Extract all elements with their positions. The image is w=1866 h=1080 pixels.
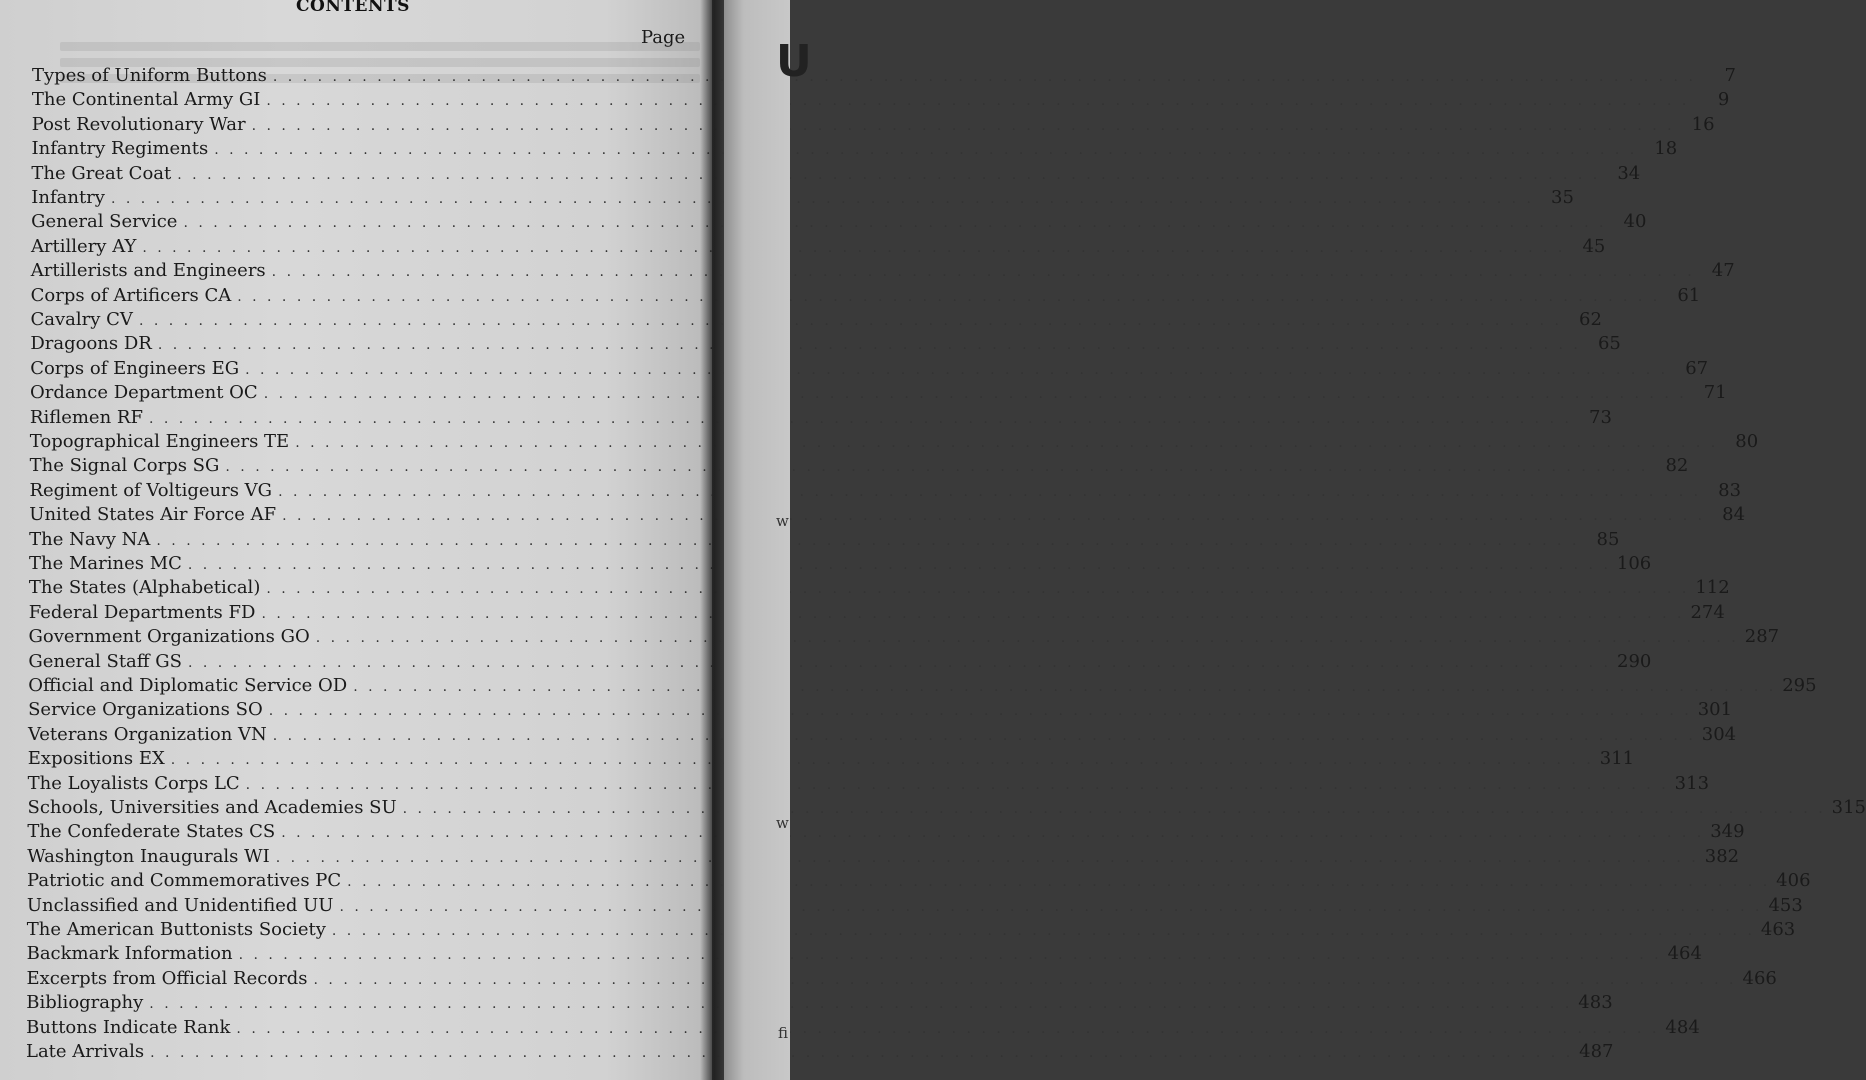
toc-entry-page-number: 295 — [1782, 675, 1817, 696]
toc-entry-page-number: 274 — [1690, 601, 1725, 623]
toc-entry — [29, 528, 1620, 552]
toc-entry-page-number: 349 — [1710, 821, 1745, 843]
toc-entry-title: The Continental Army GI — [31, 89, 261, 111]
toc-entry-page-number: 304 — [1701, 723, 1737, 745]
toc-entry — [27, 772, 1710, 796]
dot-leader — [273, 65, 1696, 89]
dot-leader — [245, 358, 1668, 382]
dot-leader — [281, 821, 1704, 845]
toc-entry-title: Unclassified and Unidentified UU — [26, 894, 334, 916]
toc-entry — [27, 796, 1866, 820]
toc-entry-title: Bibliography — [26, 992, 144, 1014]
toc-entry-title: Cavalry CV — [30, 309, 133, 330]
toc-entry-title: Infantry Regiments — [31, 138, 209, 160]
toc-entry — [27, 869, 1811, 893]
dot-leader — [183, 211, 1606, 235]
toc-entry-page-number: 313 — [1674, 772, 1710, 794]
toc-entry-title: The American Buttonists Society — [26, 919, 326, 940]
toc-entry-title: Artillerists and Engineers — [30, 260, 266, 282]
toc-entry-title: Excerpts from Official Records — [26, 967, 308, 989]
toc-entry-page-number: 35 — [1551, 187, 1574, 208]
toc-entry-title: Regiment of Voltigeurs VG — [29, 479, 273, 501]
toc-entry-title: Schools, Universities and Academies SU — [27, 797, 397, 818]
toc-entry — [26, 942, 1702, 966]
dot-leader — [237, 285, 1660, 309]
adjacent-page-text: w — [776, 512, 789, 530]
toc-entry-title: Backmark Information — [26, 943, 233, 965]
toc-entry — [27, 820, 1745, 844]
dot-leader — [339, 895, 1762, 919]
dot-leader — [266, 89, 1689, 113]
toc-entry-title: Patriotic and Commemoratives PC — [27, 870, 342, 892]
toc-entry-page-number: 16 — [1691, 113, 1715, 135]
toc-entry-title: Corps of Engineers EG — [30, 357, 240, 379]
toc-entry — [31, 113, 1715, 137]
dot-leader — [239, 943, 1662, 967]
toc-entry-page-number: 65 — [1597, 333, 1621, 355]
dot-leader — [150, 1041, 1573, 1065]
toc-entry-title: United States Air Force AF — [29, 504, 277, 526]
toc-entry-title: Government Organizations GO — [28, 626, 310, 648]
toc-entry-page-number: 463 — [1760, 919, 1796, 940]
dot-leader — [214, 138, 1637, 162]
toc-entry-page-number: 47 — [1711, 260, 1735, 282]
dot-leader — [171, 748, 1594, 772]
toc-entry-page-number: 71 — [1703, 382, 1727, 404]
toc-entry — [30, 284, 1701, 308]
toc-entry — [28, 576, 1730, 600]
adjacent-page-heading: U — [776, 36, 812, 87]
toc-entry-title: Washington Inaugurals WI — [27, 845, 270, 867]
toc-entry-title: The Signal Corps SG — [29, 455, 220, 477]
toc-entry-title: Veterans Organization VN — [27, 723, 267, 745]
toc-entry — [32, 64, 1736, 88]
toc-entry — [26, 991, 1613, 1015]
toc-entry-title: The Navy NA — [29, 528, 151, 550]
dot-leader — [272, 260, 1695, 284]
toc-entry — [29, 406, 1612, 430]
toc-entry — [30, 332, 1621, 356]
toc-entry — [30, 357, 1709, 381]
dot-leader — [282, 504, 1705, 528]
toc-entry-page-number: 82 — [1665, 455, 1689, 477]
toc-entry-title: Topographical Engineers TE — [29, 431, 290, 452]
toc-entry — [29, 430, 1759, 454]
toc-entry — [27, 723, 1737, 747]
bleed-through-line — [60, 42, 700, 51]
toc-entry-title: Expositions EX — [27, 748, 165, 770]
toc-entry-page-number: 40 — [1623, 211, 1647, 233]
dot-leader — [316, 626, 1739, 650]
dot-leader — [353, 675, 1776, 699]
toc-entry-page-number: 80 — [1735, 431, 1759, 452]
page-title: CONTENTS — [296, 0, 410, 16]
toc-entry-title: General Staff GS — [28, 650, 182, 672]
dot-leader — [252, 114, 1675, 138]
page-column-header: Page — [641, 27, 686, 48]
dot-leader — [347, 870, 1770, 894]
toc-entry-title: The States (Alphabetical) — [28, 577, 261, 599]
dot-leader — [188, 553, 1611, 577]
toc-entry-title: General Service — [31, 211, 178, 233]
toc-entry-page-number: 466 — [1742, 967, 1777, 989]
toc-entry-title: Infantry — [31, 187, 105, 208]
toc-entry — [26, 1040, 1614, 1064]
toc-entry-title: Buttons Indicate Rank — [26, 1016, 231, 1038]
toc-entry-page-number: 62 — [1579, 309, 1602, 330]
toc-entry-page-number: 106 — [1616, 553, 1652, 574]
toc-entry-page-number: 45 — [1582, 235, 1606, 257]
toc-entry-title: Artillery AY — [30, 235, 137, 257]
dot-leader — [156, 529, 1579, 553]
dot-leader — [142, 236, 1565, 260]
toc-entry-title: Dragoons DR — [30, 333, 152, 355]
toc-entry-page-number: 487 — [1579, 1041, 1614, 1062]
toc-entry-page-number: 18 — [1654, 138, 1678, 160]
toc-entry — [28, 698, 1733, 722]
toc-entry-page-number: 311 — [1599, 748, 1635, 770]
toc-entry-page-number: 67 — [1685, 357, 1709, 379]
dot-leader — [403, 797, 1826, 821]
dot-leader — [276, 846, 1699, 870]
toc-entry — [29, 552, 1652, 576]
dot-leader — [236, 1017, 1659, 1041]
toc-entry — [28, 650, 1652, 674]
toc-entry-page-number: 453 — [1768, 894, 1803, 916]
toc-entry — [31, 137, 1678, 161]
dot-leader — [177, 163, 1600, 187]
dot-leader — [225, 455, 1648, 479]
toc-entry-title: The Loyalists Corps LC — [27, 772, 240, 794]
book-gutter — [700, 0, 726, 1080]
dot-leader — [158, 333, 1581, 357]
dot-leader — [139, 309, 1562, 333]
dot-leader — [278, 480, 1701, 504]
toc-entry-page-number: 287 — [1744, 626, 1780, 648]
toc-entry — [29, 479, 1742, 503]
toc-entry-page-number: 406 — [1776, 870, 1811, 892]
toc-entry — [31, 210, 1647, 234]
toc-entry-title: Riflemen RF — [29, 406, 143, 428]
toc-entry-title: Ordance Department OC — [30, 382, 258, 404]
toc-entry — [28, 601, 1725, 625]
toc-entry — [30, 308, 1602, 332]
toc-entry-page-number: 382 — [1704, 845, 1740, 867]
toc-entry — [26, 967, 1777, 991]
toc-entry-title: Post Revolutionary War — [31, 113, 246, 135]
toc-entry — [29, 454, 1689, 478]
toc-entry-title: Service Organizations SO — [28, 699, 263, 721]
toc-entry — [30, 235, 1606, 259]
toc-entry — [30, 259, 1735, 283]
toc-entry-title: The Marines MC — [29, 553, 182, 574]
toc-entry-page-number: 315 — [1831, 797, 1866, 818]
toc-entry — [31, 88, 1730, 112]
toc-entry-page-number: 301 — [1697, 699, 1733, 721]
toc-entry-title: Official and Diplomatic Service OD — [28, 675, 348, 696]
toc-entry-page-number: 83 — [1718, 479, 1742, 501]
toc-entry-page-number: 34 — [1617, 162, 1641, 184]
toc-entry-page-number: 73 — [1589, 406, 1612, 428]
dot-leader — [314, 968, 1737, 992]
adjacent-page-text: w — [776, 814, 789, 832]
toc-entry-page-number: 112 — [1695, 577, 1730, 599]
toc-entry — [28, 625, 1780, 649]
toc-entry-title: The Confederate States CS — [27, 821, 276, 843]
toc-entry-page-number: 85 — [1596, 528, 1620, 550]
dot-leader — [295, 431, 1718, 455]
toc-entry — [26, 918, 1796, 942]
toc-entry — [29, 503, 1746, 527]
toc-entry-page-number: 7 — [1724, 65, 1736, 86]
toc-entry-page-number: 484 — [1665, 1016, 1700, 1038]
dot-leader — [266, 577, 1689, 601]
toc-entry — [26, 894, 1803, 918]
adjacent-page — [724, 0, 812, 1080]
toc-entry-page-number: 290 — [1617, 650, 1652, 672]
dot-leader — [261, 602, 1684, 626]
toc-entry-title: Federal Departments FD — [28, 601, 256, 623]
dot-leader — [273, 724, 1696, 748]
toc-entry — [27, 747, 1635, 771]
toc-entry-page-number: 464 — [1667, 943, 1702, 965]
dot-leader — [149, 407, 1572, 431]
toc-entry — [28, 674, 1817, 698]
dot-leader — [149, 992, 1572, 1016]
dot-leader — [246, 773, 1669, 797]
toc-entry-page-number: 9 — [1717, 89, 1730, 111]
toc-entry-title: Types of Uniform Buttons — [32, 65, 267, 86]
toc-entry-page-number: 483 — [1578, 992, 1613, 1014]
dot-leader — [188, 651, 1611, 675]
toc-entry-page-number: 61 — [1677, 284, 1701, 306]
dot-leader — [269, 699, 1692, 723]
dot-leader — [111, 187, 1534, 211]
toc-entry — [27, 845, 1740, 869]
dot-leader — [332, 919, 1755, 943]
toc-entry-title: The Great Coat — [31, 162, 172, 184]
toc-entry — [31, 186, 1574, 210]
adjacent-page-text: fi — [778, 1024, 789, 1042]
toc-entry-title: Corps of Artificers CA — [30, 284, 232, 306]
toc-entry-page-number: 84 — [1722, 504, 1746, 526]
toc-entry — [31, 162, 1641, 186]
toc-entry-title: Late Arrivals — [26, 1041, 145, 1062]
toc-entry — [30, 381, 1727, 405]
dot-leader — [264, 382, 1687, 406]
